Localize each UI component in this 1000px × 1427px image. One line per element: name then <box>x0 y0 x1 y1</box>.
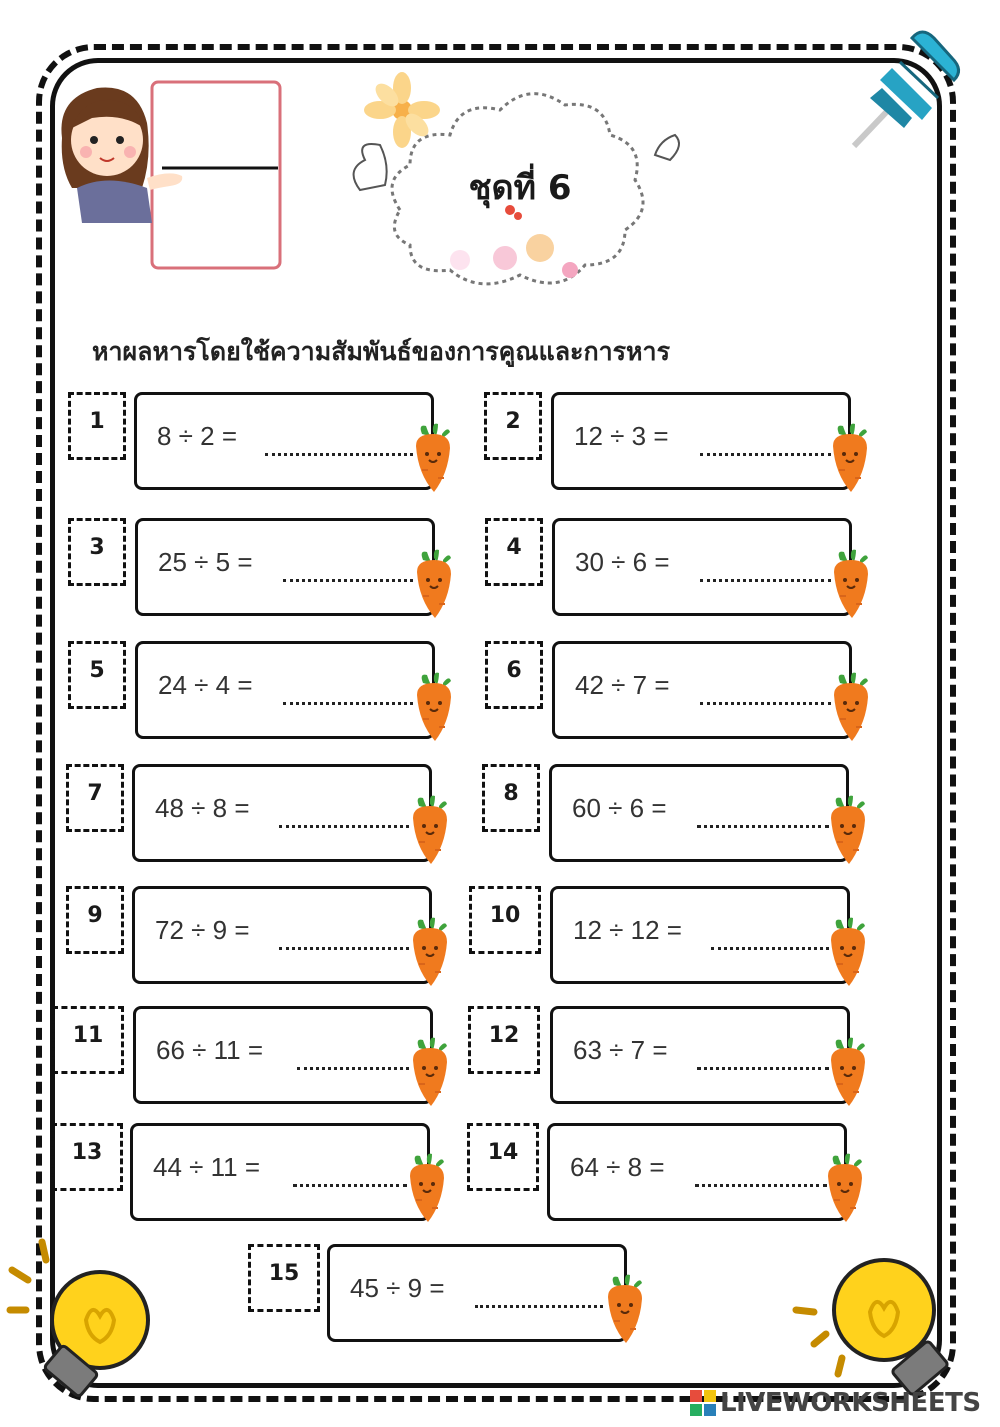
answer-blank[interactable] <box>279 825 409 828</box>
problem-number: 5 <box>68 641 126 709</box>
problem-expression: 64 ÷ 8 = <box>570 1152 665 1182</box>
problem-expression: 66 ÷ 11 = <box>156 1035 264 1065</box>
problem-expression: 8 ÷ 2 = <box>157 421 238 451</box>
problem-box <box>130 1123 430 1221</box>
problem-number: 13 <box>51 1123 123 1191</box>
problem-expression: 42 ÷ 7 = <box>575 670 670 700</box>
problem-box <box>327 1244 627 1342</box>
carrot-icon <box>405 794 455 866</box>
problem-box <box>132 886 432 984</box>
problem-expression: 25 ÷ 5 = <box>158 547 253 577</box>
problem-number: 4 <box>485 518 543 586</box>
carrot-icon <box>408 422 458 494</box>
problem-expression: 30 ÷ 6 = <box>575 547 670 577</box>
answer-blank[interactable] <box>700 579 831 582</box>
answer-blank[interactable] <box>697 1067 829 1070</box>
lightbulb-icon <box>786 1240 976 1410</box>
liveworksheets-logo-icon <box>690 1390 716 1416</box>
problem-number: 15 <box>248 1244 320 1312</box>
lightbulb-icon <box>2 1230 172 1400</box>
problem-box <box>552 641 852 739</box>
problem-expression: 48 ÷ 8 = <box>155 793 250 823</box>
carrot-icon <box>823 794 873 866</box>
problem-expression: 24 ÷ 4 = <box>158 670 253 700</box>
answer-blank[interactable] <box>265 453 413 456</box>
problem-number: 6 <box>485 641 543 709</box>
carrot-icon <box>600 1273 650 1345</box>
carrot-icon <box>402 1152 452 1224</box>
problem-expression: 63 ÷ 7 = <box>573 1035 668 1065</box>
problem-number: 9 <box>66 886 124 954</box>
problem-box <box>135 518 435 616</box>
problem-expression: 45 ÷ 9 = <box>350 1273 445 1303</box>
problem-box <box>547 1123 847 1221</box>
answer-blank[interactable] <box>695 1184 827 1187</box>
problem-box <box>552 518 852 616</box>
carrot-icon <box>409 548 459 620</box>
carrot-icon <box>823 1036 873 1108</box>
problem-number: 2 <box>484 392 542 460</box>
problem-box <box>133 1006 433 1104</box>
carrot-icon <box>823 916 873 988</box>
problem-box <box>551 392 851 490</box>
answer-blank[interactable] <box>283 579 413 582</box>
carrot-icon <box>826 548 876 620</box>
problem-expression: 44 ÷ 11 = <box>153 1152 261 1182</box>
problem-box <box>135 641 435 739</box>
carrot-icon <box>405 1036 455 1108</box>
problem-box <box>132 764 432 862</box>
push-pin-icon <box>842 18 972 158</box>
carrot-icon <box>820 1152 870 1224</box>
carrot-icon <box>409 671 459 743</box>
problem-number: 3 <box>68 518 126 586</box>
teacher-illustration <box>52 78 292 278</box>
answer-blank[interactable] <box>283 702 413 705</box>
answer-blank[interactable] <box>711 947 829 950</box>
problem-box <box>550 1006 850 1104</box>
answer-blank[interactable] <box>700 453 831 456</box>
answer-blank[interactable] <box>475 1305 603 1308</box>
liveworksheets-logo <box>690 1386 990 1420</box>
problem-box <box>550 886 850 984</box>
answer-blank[interactable] <box>697 825 829 828</box>
instruction-text: หาผลหารโดยใช้ความสัมพันธ์ของการคูณและการหาร <box>92 337 671 366</box>
set-title: ชุดที่ 6 <box>468 168 572 208</box>
problem-number: 11 <box>52 1006 124 1074</box>
problem-expression: 12 ÷ 3 = <box>574 421 669 451</box>
problem-number: 7 <box>66 764 124 832</box>
answer-blank[interactable] <box>279 947 409 950</box>
problem-number: 1 <box>68 392 126 460</box>
problem-expression: 60 ÷ 6 = <box>572 793 667 823</box>
problem-expression: 72 ÷ 9 = <box>155 915 250 945</box>
problem-expression: 12 ÷ 12 = <box>573 915 682 945</box>
problem-number: 8 <box>482 764 540 832</box>
carrot-icon <box>826 671 876 743</box>
answer-blank[interactable] <box>293 1184 407 1187</box>
carrot-icon <box>825 422 875 494</box>
problem-number: 14 <box>467 1123 539 1191</box>
problem-box <box>134 392 434 490</box>
problem-number: 10 <box>469 886 541 954</box>
carrot-icon <box>405 916 455 988</box>
problem-box <box>549 764 849 862</box>
answer-blank[interactable] <box>700 702 831 705</box>
brand-name: LIVEWORKSHEETS <box>720 1388 981 1418</box>
problem-number: 12 <box>468 1006 540 1074</box>
answer-blank[interactable] <box>297 1067 409 1070</box>
